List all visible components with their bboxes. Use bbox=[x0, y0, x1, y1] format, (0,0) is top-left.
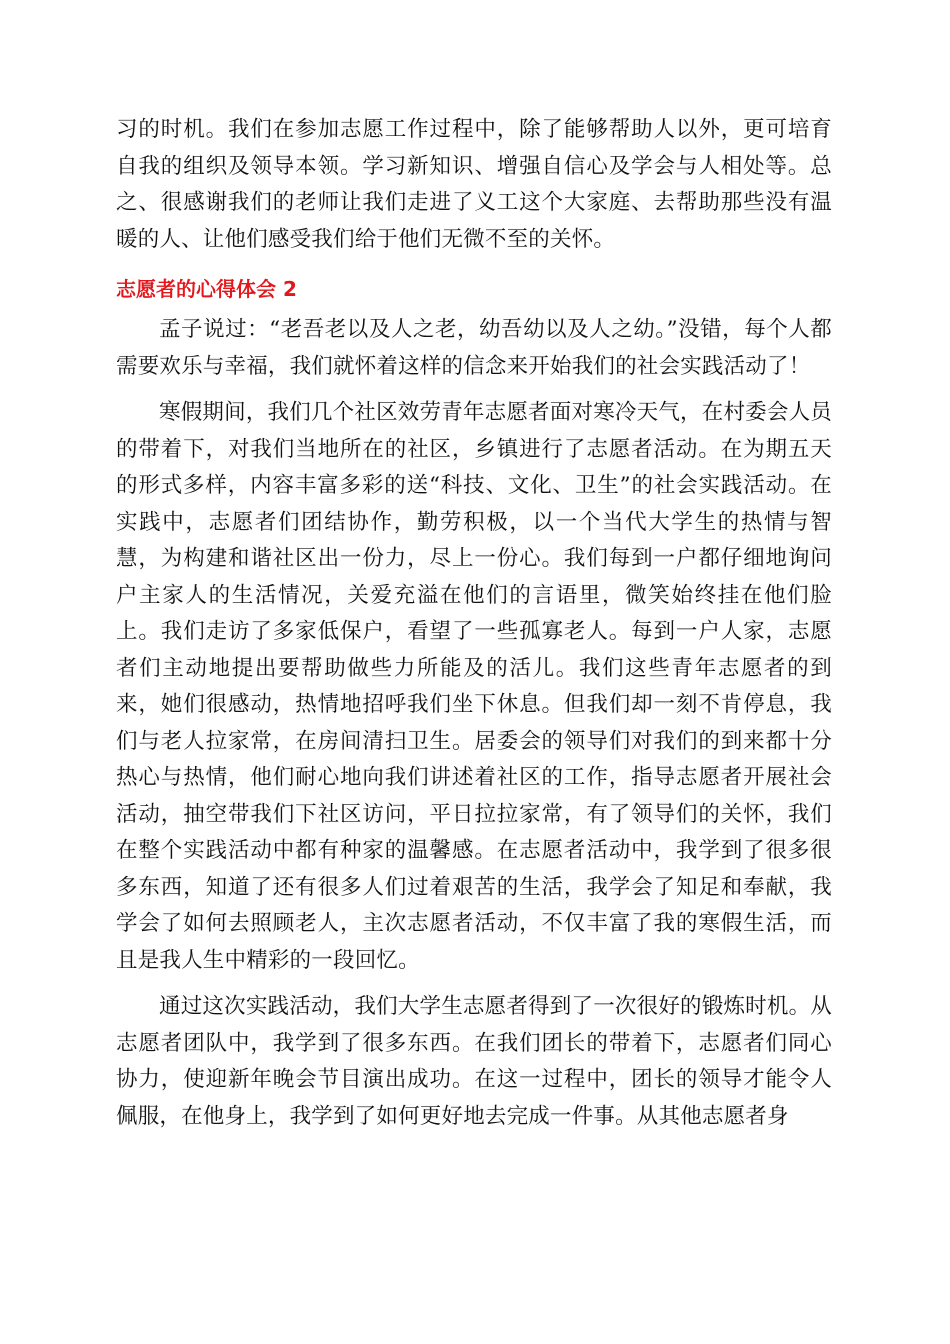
paragraph-winter-activity: 寒假期间，我们几个社区效劳青年志愿者面对寒冷天气，在村委会人员的带着下，对我们当地所在的社区，乡镇进行了志愿者活动。在为期五天的形式多样，内容丰富多彩的送“科技、文化、卫生”的社会实践活动。在实践中，志愿者们团结协作，勤劳积极，以一个当代大学生的热情与智慧，为构建和谐社区出一份力，尽上一份心。我们每到一户都仔细地询问户主家人的生活情况，关爱充溢在他们的言语里，微笑始终挂在他们脸上。我们走访了多家低保户，看望了一些孤寡老人。每到一户人家，志愿者们主动地提出要帮助做些力所能及的活儿。我们这些青年志愿者的到来，她们很感动，热情地招呼我们坐下休息。但我们却一刻不肯停息，我们与老人拉家常，在房间清扫卫生。居委会的领导们对我们的到来都十分热心与热情，他们耐心地向我们讲述着社区的工作，指导志愿者开展社会活动，抽空带我们下社区访问，平日拉拉家常，有了领导们的关怀，我们在整个实践活动中都有种家的温馨感。在志愿者活动中，我学到了很多很多东西，知道了还有很多人们过着艰苦的生活，我学会了知足和奉献，我学会了如何去照顾老人，主次志愿者活动，不仅丰富了我的寒假生活，而且是我人生中精彩的一段回忆。 bbox=[116, 400, 832, 973]
document-body bbox=[116, 112, 832, 1135]
paragraph-mencius-quote: 孟子说过：“老吾老以及人之老，幼吾幼以及人之幼。”没错，每个人都需要欢乐与幸福，我们就怀着这样的信念来开始我们的社会实践活动了！ bbox=[116, 317, 832, 379]
paragraph-practice-summary: 通过这次实践活动，我们大学生志愿者得到了一次很好的锻炼时机。从志愿者团队中，我学到了很多东西。在我们团长的带着下，志愿者们同心协力，使迎新年晚会节目演出成功。在这一过程中，团长的领导才能令人佩服，在他身上，我学到了如何更好地去完成一件事。从其他志愿者身 bbox=[116, 994, 832, 1129]
section-heading: 志愿者的心得体会 2 bbox=[116, 277, 297, 301]
paragraph-continued: 习的时机。我们在参加志愿工作过程中，除了能够帮助人以外，更可培育自我的组织及领导本领。学习新知识、增强自信心及学会与人相处等。总之、很感谢我们的老师让我们走进了义工这个大家庭、去帮助那些没有温暖的人、让他们感受我们给于他们无微不至的关怀。 bbox=[116, 117, 832, 252]
